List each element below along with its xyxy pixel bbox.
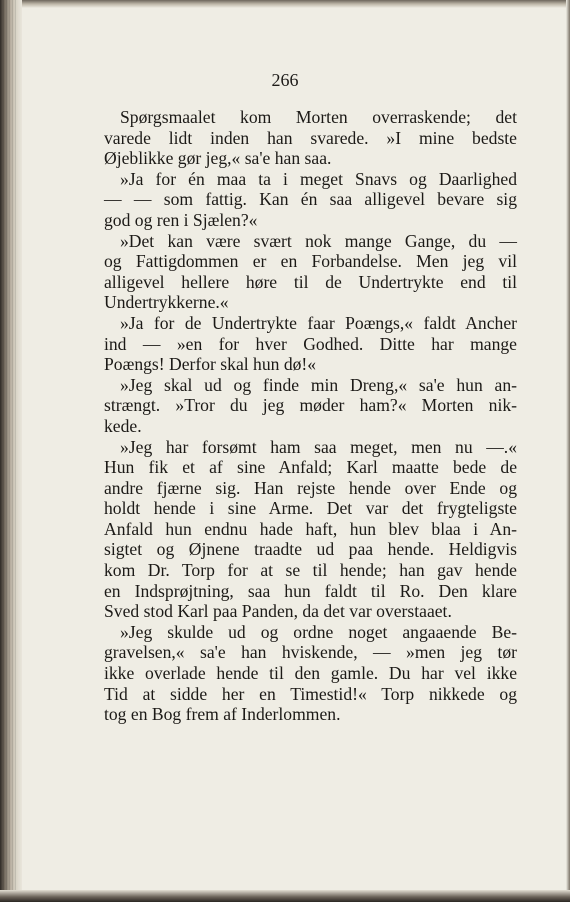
text-line: god og ren i Sjælen?« [104,209,258,230]
text-line: — — som fattig. Kan én saa alligevel bevare sig [104,189,517,210]
text-line: Spørgsmaalet kom Morten overraskende; det [120,107,517,127]
page-bottom-edge [0,890,570,902]
text-line: og Fattigdommen er en Forbandelse. Men jeg vil [104,251,517,272]
text-line: »Det kan være svært nok mange Gange, du — [120,230,517,251]
paragraph [104,169,517,231]
text-line: gravelsen,« sa'e han hviskende, — »men jeg tør [104,642,517,663]
text-line: »Ja for én maa ta i meget Snavs og Daarlighed [120,168,517,189]
text-line: kom Dr. Torp for at se til hende; han gav hende [104,560,517,581]
text-line: Øjeblikke gør jeg,« sa'e han saa. [104,148,332,169]
text-line: ind — »en for hver Godhed. Ditte har mange [104,333,517,354]
book-spine [0,0,22,902]
page-top-edge [0,0,570,8]
page-right-edge [566,0,570,902]
text-line: andre fjærne sig. Han rejste hende over Ende og [104,477,517,498]
text-line: Hun fik et af sine Anfald; Karl maatte bede de [104,457,517,478]
text-line: sigtet og Øjnene traadte ud paa hende. Heldigvis [104,539,517,560]
text-line: Undertrykkerne.« [104,292,229,313]
text-line: Tid at sidde her en Timestid!« Torp nikkede og [104,683,517,704]
text-line: Sved stod Karl paa Panden, da det var overstaaet. [104,601,452,622]
text-line: en Indsprøjtning, saa hun faldt til Ro. Den klare [104,580,517,601]
paragraph [104,231,517,313]
text-line: kede. [104,415,142,436]
text-line: ikke overlade hende til den gamle. Du har vel ikke [104,663,517,684]
text-line: holdt hende i sine Arme. Det var det frygteligste [104,498,517,519]
text-line: alligevel hellere høre til de Undertrykte end til [104,271,517,292]
text-line: tog en Bog frem af Inderlommen. [104,704,341,725]
text-line: »Jeg har forsømt ham saa meget, men nu —.« [120,436,517,457]
text-line: »Ja for de Undertrykte faar Poængs,« faldt Ancher [120,312,517,333]
text-line: varede lidt inden han svarede. »I mine bedste [104,127,517,148]
paragraph [104,107,517,169]
text-line: »Jeg skulde ud og ordne noget angaaende Be- [120,621,517,642]
text-line: »Jeg skal ud og finde min Dreng,« sa'e hun an- [120,374,517,395]
paragraph [104,313,517,375]
page-stack-edges [3,0,17,902]
page-number: 266 [271,70,299,90]
text-line: Poængs! Derfor skal hun dø!« [104,354,317,375]
paragraph [104,437,517,622]
paragraph [104,375,517,437]
paragraph [104,622,517,725]
text-line: Anfald hun endnu hade haft, hun blev blaa i An- [104,518,517,539]
body-text [104,107,517,725]
text-line: strængt. »Tror du jeg møder ham?« Morten nik- [104,395,517,416]
